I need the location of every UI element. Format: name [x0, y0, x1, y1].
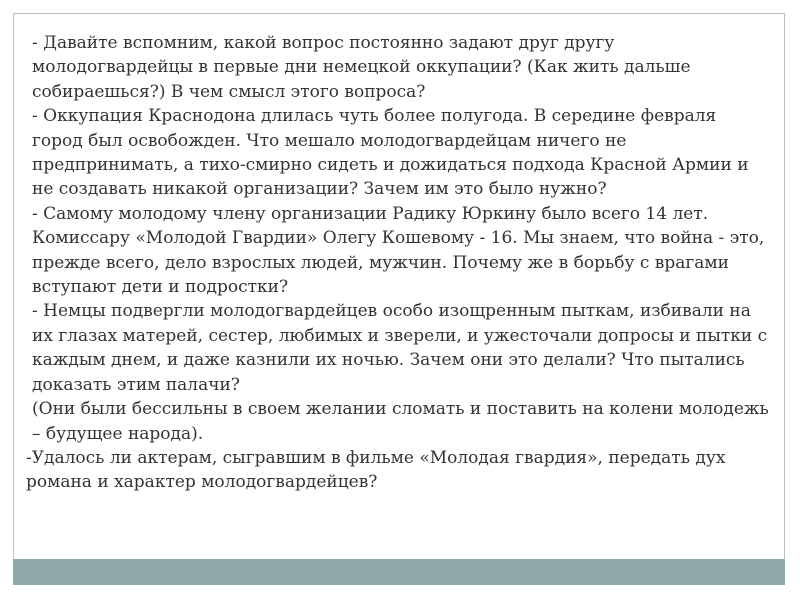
slide-text-body — [26, 31, 770, 495]
question-paragraph-3: - Самому молодому члену организации Радику Юркину было всего 14 лет. Комиссару «Молодой Гвардии» Олегу Кошевому - 16. Мы знаем, что война - это, прежде всего, дело взрослых людей, мужчин. Почему же в борьбу с врагами вступают дети и подростки? — [32, 203, 765, 298]
question-paragraph-5: -Удалось ли актерам, сыгравшим в фильме «Молодая гвардия», передать дух романа и характер молодогвардейцев? — [26, 447, 726, 493]
slide-bottom-band — [13, 559, 785, 585]
answer-paragraph: (Они были бессильны в своем желании сломать и поставить на колени молодежь – будущее народа). — [32, 399, 769, 444]
question-paragraph-2: - Оккупация Краснодона длилась чуть более полугода. В середине февраля город был освобожден. Что мешало молодогвардейцам ничего не предпринимать, а тихо-смирно сидеть и дожидаться подхода Красной Армии и не создавать никакой организации? Зачем им это было нужно? — [32, 106, 749, 200]
question-paragraph-1: - Давайте вспомним, какой вопрос постоянно задают друг другу молодогвардейцы в первые дни немецкой оккупации? (Как жить дальше собираешься?) В чем смысл этого вопроса? — [32, 33, 691, 102]
question-paragraph-4: - Немцы подвергли молодогвардейцев особо изощренным пыткам, избивали на их глазах матерей, сестер, любимых и зверели, и ужесточали допросы и пытки с каждым днем, и даже казнили их ночью. Зачем они это делали? Что пытались доказать этим палачи? — [32, 301, 768, 395]
